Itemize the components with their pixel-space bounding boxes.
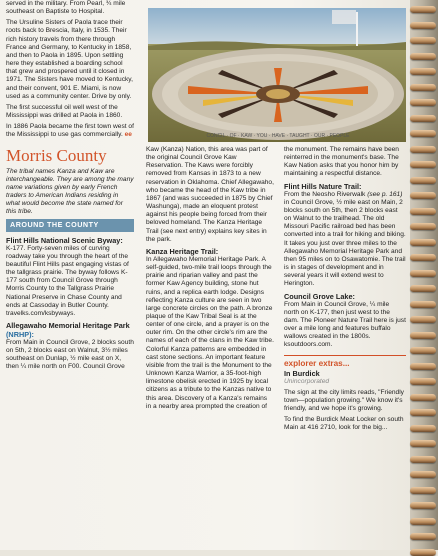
spiral-coil [410, 409, 436, 416]
spiral-coil [410, 285, 436, 292]
spiral-coil [410, 115, 436, 122]
spiral-coil [410, 239, 436, 246]
heading-text: Allegawaho Memorial Heritage Park [6, 321, 130, 330]
entry-text-part: in Council Grove, ½ mile east on Main, 2 blocks south on 5th, then 2 blocks east on Walnut to the trailhead. The old Missouri Pacific railroad bed has been converted into a trail for hiking and biking. It takes you just over three miles to the Allegawaho Memorial Heritage Park and then 95 miles on to Osawatomie. The trail is in stages of development and in several years it will extend west to Herington. [284, 198, 406, 288]
entry-text [284, 191, 406, 289]
paragraph: The first successful oil well west of the Mississippi was drilled at Paola in 1860. [6, 103, 123, 120]
explorer-text: To find the Burdick Meat Locker on south Main at 416 2710, look for the big... [284, 416, 404, 432]
left-column [6, 0, 134, 375]
spiral-coil [410, 99, 436, 106]
end-mark: ee [124, 131, 132, 139]
spiral-coil [410, 316, 436, 323]
spiral-coil [410, 270, 436, 277]
paragraph-text: In 1886 Paola became the first town west of the Mississippi to use gas commercially. [6, 123, 134, 139]
spiral-coil [410, 332, 436, 339]
explorer-extras-box [284, 355, 406, 432]
county-title: Morris County [6, 145, 107, 165]
entry-text: In Allegawaho Memorial Heritage Park. A self-guided, two-mile trail loops through the prairie and riparian valley and past the former Kaw Agency building, stone hut ruins, and a replica earth lodge. Designs reflecting Kanza culture are seen in two large concrete circles on the path. A bronze plaque of the Kaw Tribal Seal is at the center of one circle, and a prayer is on the outer rim. On the other circle's rim are the names of each of the clans in the Kaw tribe. Colorful Kanza patterns are embedded in cast stone sections. An important feature visible from the trail is the Monument to the Unknown Kanza Warrior, a 35-foot-high limestone obelisk erected in 1925 by local citizens as a tribute to the Kanzas native to this area. Discovery of a Kanza's remains in a nearby area prompted the creation of [146, 255, 274, 410]
plaque-text: CONCIL · OF · KAW · YOU · HAVE · TAUGHT · OUR · PEOPLE [206, 133, 350, 139]
memorial-illustration [148, 8, 406, 142]
spiral-coil [410, 533, 436, 540]
spiral-coil [410, 223, 436, 230]
spiral-coil [410, 192, 436, 199]
memorial-photo [148, 8, 406, 142]
paragraph: The Ursuline Sisters of Paola trace their roots back to Brescia, Italy, in 1535. Their rich history travels from there through France and Germany, to Kentucky in 1858, and then to Paola in 1895. Upon settling here they established a boarding school that grew and prospered until it closed in 1971. The Sisters have moved to Kentucky, and their convent, 901 E. Miami, is now used as a community center. Drive by only. [6, 19, 133, 100]
entry-text-part: From the Neosho Riverwalk [284, 190, 366, 198]
entry-heading: Flint Hills Nature Trail: [284, 181, 362, 191]
spiral-coil [410, 84, 436, 91]
spiral-coil [410, 456, 436, 463]
county-intro: The tribal names Kanza and Kaw are interchangeable. They are among the many name variations given by early French traders to American Indians residing in what would become the state named for this tribe. [6, 167, 134, 216]
spiral-coil [410, 53, 436, 60]
middle-column [146, 146, 274, 414]
spiral-coil [410, 378, 436, 385]
entry-heading: Flint Hills National Scenic Byway: [6, 235, 123, 245]
explorer-note: Unincorporated [284, 378, 330, 386]
spiral-coil [410, 177, 436, 184]
spiral-coil [410, 130, 436, 137]
spiral-coil [410, 471, 436, 478]
explorer-title: explorer extras... [284, 359, 350, 369]
section-bar: AROUND THE COUNTY [6, 219, 134, 231]
spiral-binding [410, 0, 438, 550]
spiral-coil [410, 394, 436, 401]
spiral-coil [410, 440, 436, 447]
spiral-coil [410, 347, 436, 354]
entry-text: From Main in Council Grove, ¼ mile north on K-177, then just west to the dam. The Pioneer Nature Trail here is just over a mile long and features buffalo wallows created in the 1800s. ksoutdoors.com. [284, 300, 406, 349]
paragraph: served in the military. From Pearl, ¾ mile southeast on Baptiste to Hospital. [6, 0, 126, 16]
paragraph [6, 123, 134, 139]
entry-heading [6, 321, 134, 339]
spiral-coil [410, 208, 436, 215]
spiral-coil [410, 502, 436, 509]
entry-heading: Kanza Heritage Trail: [146, 246, 219, 256]
paragraph: Kaw (Kanza) Nation, this area was part of the original Council Grove Kaw Reservation. The Kaws were forcibly removed from Kansas in 1873 to a new reservation in Oklahoma. Chief Allegawaho, who became the head of the Kaw tribe in 1867 (and was succeeded in 1875 by Chief Washunga), made an eloquent protest against his people being forced from their beloved homeland. The Kanza Heritage Trail (see next entry) explains key sites in the park. [146, 146, 274, 243]
spiral-coil [410, 161, 436, 168]
spiral-coil [410, 301, 436, 308]
spiral-coil [410, 363, 436, 370]
spiral-coil [410, 146, 436, 153]
spiral-coil [410, 37, 436, 44]
explorer-subtitle: In Burdick [284, 369, 320, 379]
spiral-coil [410, 6, 436, 13]
right-column [284, 146, 406, 435]
spiral-coil [410, 68, 436, 75]
see-reference: (see p. 161) [367, 190, 403, 198]
nrhp-label: (NRHP): [6, 330, 34, 339]
spiral-coil [410, 425, 436, 432]
paragraph: the monument. The remains have been reinterred in the monument's base. The Kaw Nation asks that you honor him by maintaining a respectful distance. [284, 146, 399, 178]
spiral-coil [410, 518, 436, 525]
spiral-coil [410, 254, 436, 261]
entry-heading: Council Grove Lake: [284, 291, 355, 301]
spiral-coil [410, 487, 436, 494]
entry-text: K-177. Forty-seven miles of curving roadway take you through the heart of the beautiful Flint Hills past engaging vistas of the tallgrass prairie. The byway follows K-177 south from Council Grove through Morris County to the Tallgrass Prairie National Preserve in Chase County and ends at Cassoday in Butler County. travelks.com/ksbyways. [6, 244, 129, 317]
explorer-text: The sign at the city limits reads, "Friendly town—population growing." We know it's friendly, and we hope it's growing. [284, 388, 404, 412]
spiral-coil [410, 22, 436, 29]
entry-text: From Main in Council Grove, 2 blocks south on 5th, 2 blocks east on Walnut, 3½ miles southeast on Dunlap, ½ mile east on X, then ¼ mile north on F00. Council Grove [6, 339, 134, 371]
